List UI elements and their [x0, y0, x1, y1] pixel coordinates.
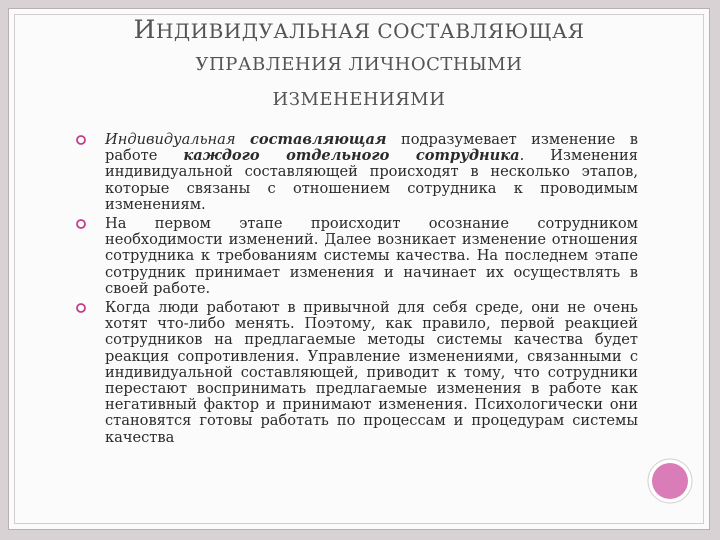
- bullet-item-2: [75, 216, 638, 297]
- title-initial: И: [133, 15, 156, 44]
- title-line-1: [9, 15, 709, 44]
- bullet-1-emphasis: каждого отдельного сотрудника: [183, 147, 520, 165]
- bullet-list: [75, 132, 638, 449]
- slide: [8, 8, 710, 530]
- bullet-2-text: На первом этапе происходит осознание сотрудником необходимости изменений. Далее возникает изменение отношения сотрудника к требованиям системы качества. На последнем этапе сотрудник принимает изменения и начинает их осуществлять в своей работе.: [105, 215, 638, 297]
- bullet-1-keyword: составляющая: [250, 131, 387, 148]
- decorative-circle-icon: [647, 458, 693, 504]
- bullet-1-term: Индивидуальная: [105, 131, 250, 148]
- bullet-1-text-a: подразумевает изменение в работе: [105, 131, 639, 165]
- title-line-1-rest: НДИВИДУАЛЬНАЯ СОСТАВЛЯЮЩАЯ: [155, 19, 585, 43]
- bullet-1-text-b: . Изменения индивидуальной составляющей происходят в несколько этапов, которые связаны с отношением сотрудника к проводимым изменениям.: [105, 147, 638, 213]
- bullet-item-3: [75, 300, 638, 446]
- ring-bullet-icon: [75, 302, 87, 314]
- title-line-2: УПРАВЛЕНИЯ ЛИЧНОСТНЫМИ: [195, 54, 523, 75]
- title-line-3: ИЗМЕНЕНИЯМИ: [272, 89, 446, 110]
- ring-bullet-icon: [75, 218, 87, 230]
- bullet-item-1: [75, 132, 638, 213]
- ring-bullet-icon: [75, 134, 87, 146]
- bullet-3-text: Когда люди работают в привычной для себя среде, они не очень хотят что-либо менять. Поэтому, как правило, первой реакцией сотрудников на предлагаемые методы системы качества будет реакция сопротивления. Управление изменениями, связанными с индивидуальной составляющей, приводит к тому, что сотрудники перестают воспринимать предлагаемые изменения в работе как негативный фактор и принимают изменения. Психологически они становятся готовы работать по процессам и процедурам системы качества: [105, 299, 638, 446]
